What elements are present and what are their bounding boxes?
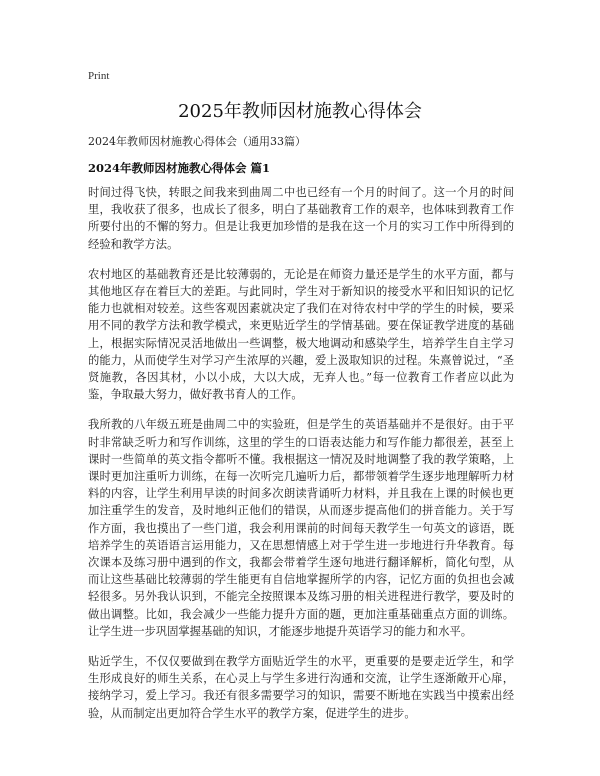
section-heading: 2024年教师因材施教心得体会 篇1 <box>88 161 271 175</box>
paragraph-4: 贴近学生，不仅仅要做到在教学方面贴近学生的水平，更重要的是要走近学生，和学生形成良好的师生关系，在心灵上与学生多进行沟通和交流，让学生逐渐敞开心扉，接纳学习，爱上学习。我还有很多需要学习的知识，需要不断地在实践当中摸索出经验，从而制定出更加符合学生水平的教学方案，促进学生的进步。 <box>88 655 514 720</box>
article-body <box>88 184 514 735</box>
paragraph-1: 时间过得飞快，转眼之间我来到曲周二中也已经有一个月的时间了。这一个月的时间里，我收获了很多，也成长了很多，明白了基础教育工作的艰辛，也体味到教育工作所要付出的不懈的努力。但是让我更加珍惜的是我在这一个月的实习工作中所得到的经验和教学方法。 <box>88 186 514 251</box>
paragraph-2: 农村地区的基础教育还是比较薄弱的，无论是在师资力量还是学生的水平方面，都与其他地区存在着巨大的差距。与此同时，学生对于新知识的接受水平和旧知识的记忆能力也就相对较差。这些客观因素就决定了我们在对待农村中学的学生的时候，要采用不同的教学方法和教学模式，来更贴近学生的学情基础。要在保证教学进度的基础上，根据实际情况灵活地做出一些调整，极大地调动和感染学生，培养学生自主学习的能力，从而使学生对学习产生浓厚的兴趣，爱上汲取知识的过程。朱熹曾说过，“圣贤施教，各因其材，小以小成，大以大成，无弃人也。”每一位教育工作者应以此为鉴，争取最大努力，做好教书育人的工作。 <box>88 267 514 402</box>
document-title: 2025年教师因材施教心得体会 <box>178 101 422 122</box>
document-subtitle: 2024年教师因材施教心得体会（通用33篇） <box>88 135 306 148</box>
print-link[interactable]: Print <box>88 70 110 82</box>
paragraph-3: 我所教的八年级五班是曲周二中的实验班，但是学生的英语基础并不是很好。由于平时非常缺乏听力和写作训练，这里的学生的口语表达能力和写作能力都很差，甚至上课时一些简单的英文指令都听不懂。我根据这一情况及时地调整了我的教学策略，上课时更加注重听力训练，在每一次听完几遍听力后，都带领着学生逐步地理解听力材料的内容，让学生利用早读的时间多次朗读背诵听力材料，并且我在上课的时候也更加注重学生的发音，及时地纠正他们的错误，从而逐步提高他们的拼音能力。关于写作方面，我也摸出了一些门道，我会利用课前的时间每天教学生一句英文的谚语，既培养学生的英语语言运用能力，又在思想情感上对于学生进一步地进行升华教育。每次课本及练习册中遇到的作文，我都会带着学生逐句地进行翻译解析，简化句型，从而让这些基础比较薄弱的学生能更有自信地掌握所学的内容，记忆方面的负担也会减轻很多。另外我认识到，不能完全按照课本及练习册的相关进程进行教学，要及时的做出调整。比如，我会减少一些能力提升方面的题，更加注重基础重点方面的训练。让学生进一步巩固掌握基础的知识，才能逐步地提升英语学习的能力和水平。 <box>88 418 514 638</box>
